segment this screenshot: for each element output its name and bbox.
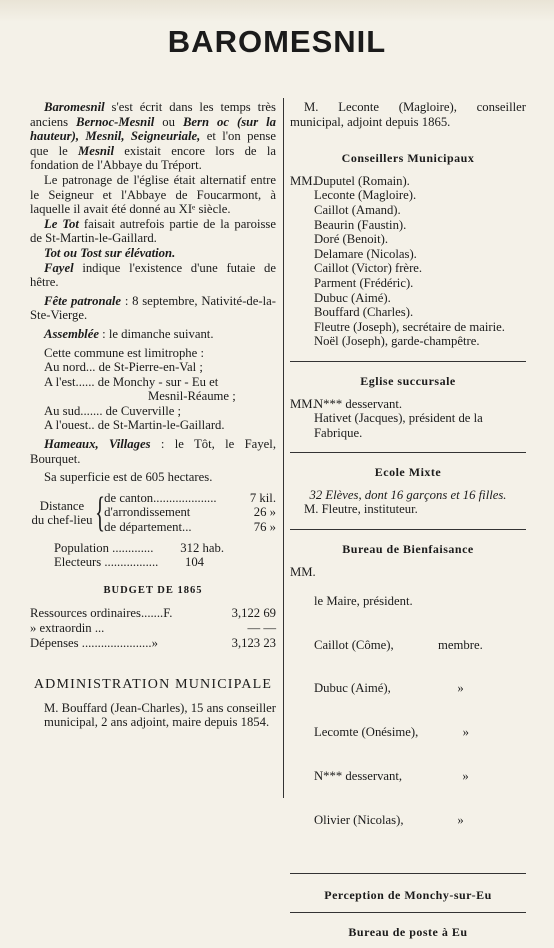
list-item: Duputel (Romain).: [314, 173, 410, 188]
list-item: Caillot (Amand).: [314, 202, 401, 217]
adjoint-entry: M. Leconte (Magloire), conseiller municipal, adjoint depuis 1865.: [290, 100, 526, 129]
bureau-list: MM. le Maire, président. Caillot (Côme), membre. Dubuc (Aimé), » Lecomte (Onésime), » N*** desservant, » Olivier (Nicolas), »: [290, 565, 526, 857]
section-divider: [290, 873, 526, 874]
mayor-entry: M. Bouffard (Jean-Charles), 15 ans conseiller municipal, 2 ans adjoint, maire depuis 1854.: [44, 700, 276, 730]
list-item: Bouffard (Charles).: [314, 305, 414, 320]
section-divider: [290, 912, 526, 913]
budget-heading: BUDGET DE 1865: [103, 584, 203, 596]
section-divider: [290, 452, 526, 453]
border-item: Au sud....... de Cuverville ;: [44, 403, 182, 418]
distance-table: [30, 491, 276, 535]
list-item: Delamare (Nicolas).: [314, 246, 417, 261]
eglise-list: MM. N*** desservant. Hativet (Jacques), président de la Fabrique.: [290, 397, 526, 441]
ecole-heading: Ecole Mixte: [374, 465, 442, 480]
administration-heading: ADMINISTRATION MUNICIPALE: [33, 677, 273, 693]
list-item: Lecomte (Onésime), »: [314, 725, 470, 740]
right-column: [290, 100, 526, 948]
population-row: Population ............. 312 hab.: [54, 540, 224, 555]
list-item: Dubuc (Aimé), »: [314, 681, 464, 696]
list-item: Caillot (Côme), membre.: [314, 637, 483, 652]
list-item: Fleutre (Joseph), secrétaire de mairie.: [314, 319, 505, 334]
border-item: Mesnil-Réaume ;: [148, 389, 236, 404]
intro-paragraph: Baromesnil s'est écrit dans les temps très anciens Bernoc-Mesnil ou Bern oc (sur la hauteur), Mesnil, Seigneuriale, et l'on pense que le Mesnil existait encore lors de la fondation de l'Abbaye du Tréport.: [30, 100, 277, 173]
list-item: N*** desservant.: [314, 396, 403, 411]
budget-row: Ressources ordinaires.......F. 3,122 69: [30, 606, 276, 621]
fete-paragraph: Fête patronale : 8 septembre, Nativité-de-la-Ste-Vierge.: [30, 293, 276, 323]
budget-row: » extraordin ... — —: [30, 621, 276, 635]
conseillers-list: MM. Duputel (Romain). Leconte (Magloire). Caillot (Amand). Beaurin (Faustin). Doré (Benoit). Delamare (Nicolas). Caillot (Victor) frère. Parment (Frédéric). Dubuc (Aimé). Bouffard (Charles). Fleutre (Joseph), secrétaire de mairie. Noël (Joseph), garde-champêtre.: [290, 174, 526, 349]
assemblee-paragraph: Assemblée : le dimanche suivant.: [44, 326, 214, 341]
column-divider: [283, 98, 284, 798]
border-item: A l'ouest.. de St-Martin-le-Gaillard.: [44, 418, 225, 433]
bleed-through-text: [0, 0, 554, 22]
conseillers-heading: Conseillers Municipaux: [341, 151, 475, 166]
perception-heading: Perception de Monchy-sur-Eu: [324, 887, 492, 902]
borders-list: [30, 360, 276, 433]
list-item: Olivier (Nicolas), »: [314, 812, 464, 827]
border-item: A l'est...... de Monchy - sur - Eu et: [44, 374, 219, 389]
distance-label: Distance du chef-lieu: [31, 498, 93, 527]
page-title: BAROMESNIL: [167, 24, 387, 59]
fayel-paragraph: Fayel indique l'existence d'une futaie de hêtre.: [30, 260, 276, 290]
ecole-eleves: 32 Elèves, dont 16 garçons et 16 filles.: [309, 487, 507, 502]
distance-row: d'arrondissement 26 »: [104, 505, 276, 520]
list-item: Hativet (Jacques), président de la Fabrique.: [314, 411, 483, 440]
budget-row: Dépenses ......................» 3,123 23: [30, 635, 276, 650]
hameaux-paragraph: Hameaux, Villages : le Tôt, le Fayel, Bourquet.: [30, 437, 276, 466]
list-item: le Maire, président.: [314, 593, 413, 608]
distance-row: de canton.................... 7 kil.: [104, 490, 276, 505]
poste-heading: Bureau de poste à Eu: [348, 925, 468, 940]
list-item: Noël (Joseph), garde-champêtre.: [314, 334, 480, 349]
bureau-heading: Bureau de Bienfaisance: [342, 542, 474, 557]
limitrophe-line: Cette commune est limitrophe :: [44, 345, 204, 360]
ecole-instituteur: M. Fleutre, instituteur.: [304, 502, 418, 517]
distance-row: de département... 76 »: [104, 520, 276, 535]
section-divider: [290, 529, 526, 530]
section-divider: [290, 361, 526, 362]
list-item: Leconte (Magloire).: [314, 188, 417, 203]
patronage-paragraph: Le patronage de l'église était alternatif entre le Seigneur et l'Abbaye de Foucarmont, à laquelle il avait été donné au XIᵉ siècle.: [30, 172, 276, 217]
brace-glyph: {: [95, 489, 106, 536]
list-item: Beaurin (Faustin).: [314, 217, 407, 232]
list-item: Doré (Benoit).: [314, 232, 388, 247]
letot-paragraph: Le Tot faisait autrefois partie de la paroisse de St-Martin-le-Gaillard.: [30, 216, 276, 246]
tot-line: Tot ou Tost sur élévation.: [44, 245, 176, 260]
list-item: Parment (Frédéric).: [314, 275, 414, 290]
list-item: Caillot (Victor) frère.: [314, 261, 423, 276]
eglise-heading: Eglise succursale: [360, 373, 456, 388]
list-item: N*** desservant, »: [314, 768, 469, 783]
left-column: [30, 100, 276, 730]
border-item: Au nord... de St-Pierre-en-Val ;: [44, 360, 203, 375]
list-item: Dubuc (Aimé).: [314, 290, 391, 305]
superficie-line: Sa superficie est de 605 hectares.: [44, 470, 213, 485]
electeurs-row: Electeurs ................. 104: [54, 555, 204, 570]
